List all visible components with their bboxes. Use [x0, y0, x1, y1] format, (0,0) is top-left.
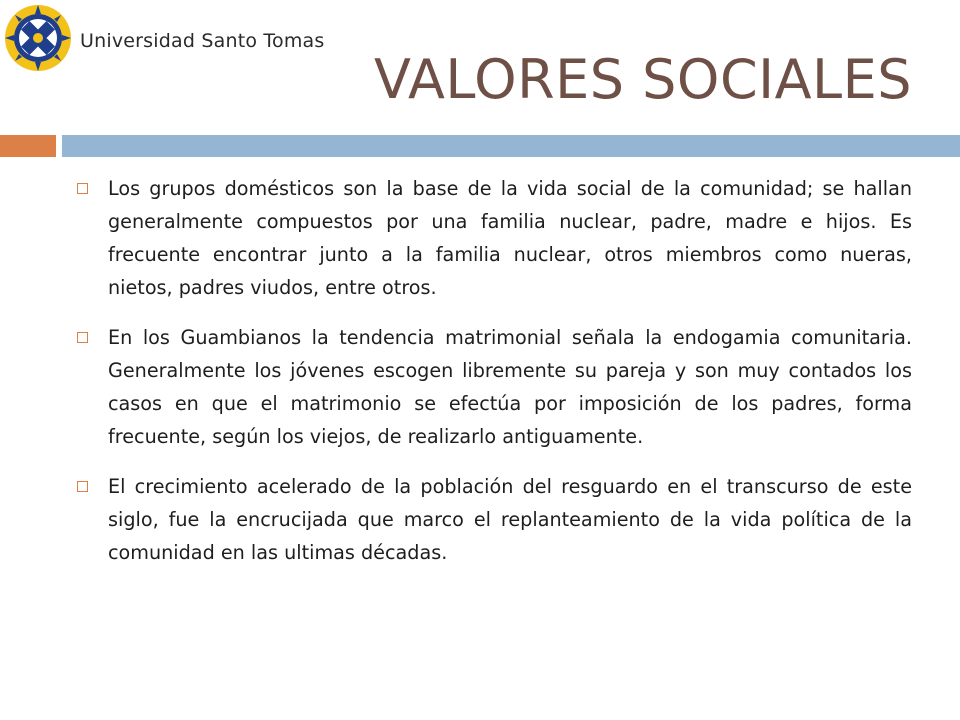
bullet-text: Los grupos domésticos son la base de la vida social de la comunidad; se hallan generalmente compuestos por una familia nuclear, padre, madre e hijos. Es frecuente encontrar junto a la familia nuclear, otros miembros como nueras, nietos, padres viudos, entre otros.	[108, 177, 912, 299]
bullet-text: El crecimiento acelerado de la población del resguardo en el transcurso de este siglo, fue la encrucijada que marco el replanteamiento de la vida política de la comunidad en las ultimas décadas.	[108, 475, 912, 564]
slide-title: VALORES SOCIALES	[373, 48, 912, 111]
square-bullet-icon	[77, 332, 88, 343]
bullet-item	[74, 470, 912, 569]
square-bullet-icon	[77, 481, 88, 492]
accent-bar-blue	[62, 135, 960, 157]
bullet-text: En los Guambianos la tendencia matrimonial señala la endogamia comunitaria. Generalmente los jóvenes escogen libremente su pareja y son muy contados los casos en que el matrimonio se efectúa por imposición de los padres, forma frecuente, según los viejos, de realizarlo antiguamente.	[108, 326, 912, 448]
university-name: Universidad Santo Tomas	[80, 30, 325, 52]
bullet-item	[74, 321, 912, 453]
university-seal-icon	[4, 4, 72, 72]
accent-bar-orange	[0, 135, 56, 157]
bullet-list	[74, 172, 912, 586]
bullet-item	[74, 172, 912, 304]
square-bullet-icon	[77, 183, 88, 194]
